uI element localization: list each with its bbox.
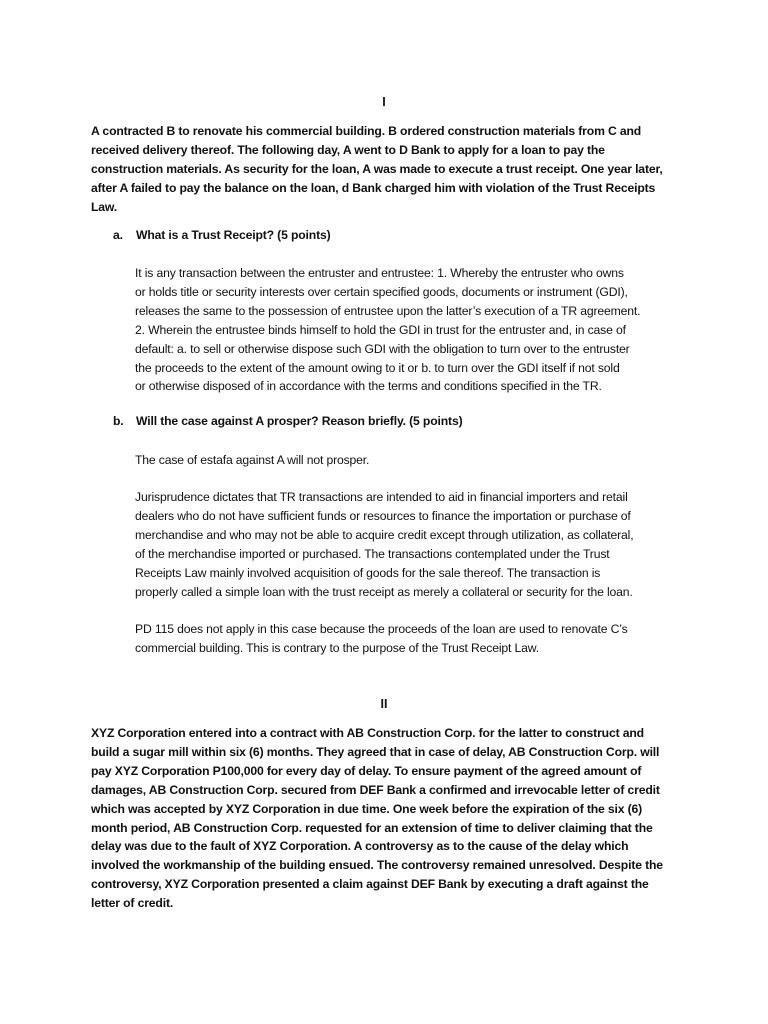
answer-line: dealers who do not have sufficient funds or resources to finance the importation or purchase of xyxy=(135,508,631,523)
facts-line: delay was due to the fault of XYZ Corporation. A controversy as to the cause of the delay which xyxy=(91,839,629,854)
facts-line: received delivery thereof. The following day, A went to D Bank to apply for a loan to pay the xyxy=(91,142,605,157)
facts-line: controversy, XYZ Corporation presented a claim against DEF Bank by executing a draft against the xyxy=(91,877,649,892)
answer-line: merchandise and who may not be able to acquire credit except through utilization, as collateral, xyxy=(135,527,634,542)
answer-line: properly called a simple loan with the trust receipt as merely a collateral or security for the loan. xyxy=(135,584,633,599)
facts-line: after A failed to pay the balance on the loan, d Bank charged him with violation of the Trust Receipts xyxy=(91,180,656,195)
question-a-answer xyxy=(135,264,640,396)
question-b-answer-intro xyxy=(135,451,369,470)
answer-line: or holds title or security interests over certain specified goods, documents or instrument (GDI), xyxy=(135,284,628,299)
answer-line: Jurisprudence dictates that TR transactions are intended to aid in financial importers and retail xyxy=(135,490,628,504)
facts-line: damages, AB Construction Corp. secured from DEF Bank a confirmed and irrevocable letter of credit xyxy=(91,782,660,797)
answer-line: Receipts Law mainly involved acquisition of goods for the sale thereof. The transaction is xyxy=(135,565,601,580)
facts-line: build a sugar mill within six (6) months. They agreed that in case of delay, AB Construction Corp. will xyxy=(91,744,660,759)
question-b-label: b. xyxy=(113,414,124,428)
answer-line: 2. Wherein the entrustee binds himself to hold the GDI in trust for the entruster and, in case of xyxy=(135,322,626,337)
question-b-text: Will the case against A prosper? Reason briefly. (5 points) xyxy=(136,414,463,428)
facts-line: XYZ Corporation entered into a contract with AB Construction Corp. for the latter to construct and xyxy=(91,726,644,740)
question-a-text: What is a Trust Receipt? (5 points) xyxy=(136,228,331,242)
answer-line: releases the same to the possession of entrustee upon the latter’s execution of a TR agreement. xyxy=(135,303,641,318)
section-1-facts xyxy=(91,122,663,217)
section-2-facts xyxy=(91,724,663,913)
facts-line: letter of credit. xyxy=(91,896,174,911)
facts-line: month period, AB Construction Corp. requested for an extension of time to deliver claiming that the xyxy=(91,820,653,835)
question-b-answer-pd115 xyxy=(135,620,628,658)
facts-line: which was accepted by XYZ Corporation in due time. One week before the expiration of the six (6) xyxy=(91,801,643,816)
answer-line: commercial building. This is contrary to the purpose of the Trust Receipt Law. xyxy=(135,640,540,655)
answer-line: default: a. to sell or otherwise dispose such GDI with the obligation to turn over to the entruster xyxy=(135,341,630,356)
answer-line: It is any transaction between the entruster and entrustee: 1. Whereby the entruster who owns xyxy=(135,266,624,280)
question-b-answer-jurisprudence xyxy=(135,488,633,601)
answer-line: of the merchandise imported or purchased. The transactions contemplated under the Trust xyxy=(135,546,610,561)
question-a-label: a. xyxy=(113,228,123,242)
facts-line: pay XYZ Corporation P100,000 for every day of delay. To ensure payment of the agreed amount of xyxy=(91,763,642,778)
answer-line: PD 115 does not apply in this case because the proceeds of the loan are used to renovate C’s xyxy=(135,622,628,636)
facts-line: A contracted B to renovate his commercial building. B ordered construction materials from C and xyxy=(91,124,642,138)
section-2-numeral: II xyxy=(380,697,388,711)
facts-line: Law. xyxy=(91,199,118,214)
answer-line: the proceeds to the extent of the amount owing to it or b. to turn over the GDI itself if not sold xyxy=(135,360,620,375)
answer-line: or otherwise disposed of in accordance with the terms and conditions specified in the TR. xyxy=(135,379,602,394)
answer-line: The case of estafa against A will not prosper. xyxy=(135,453,370,467)
facts-line: construction materials. As security for the loan, A was made to execute a trust receipt. One year later, xyxy=(91,161,663,176)
facts-line: involved the workmanship of the building ensued. The controversy remained unresolved. Despite the xyxy=(91,858,663,873)
section-1-numeral: I xyxy=(382,95,386,109)
